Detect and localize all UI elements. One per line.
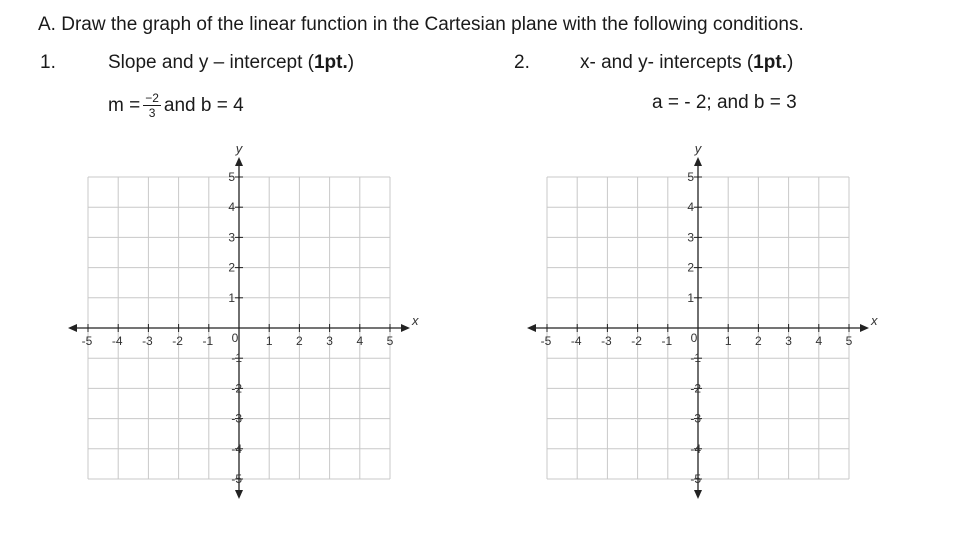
x-axis-label: x bbox=[412, 313, 419, 328]
x-tick-label: -3 bbox=[142, 334, 153, 348]
x-axis-arrow-right bbox=[860, 324, 869, 332]
y-axis-arrow-up bbox=[694, 157, 702, 166]
y-tick-label: 3 bbox=[687, 230, 694, 245]
problem-1-number: 1. bbox=[40, 52, 56, 73]
x-tick-label: 3 bbox=[326, 334, 333, 348]
y-tick-label: 3 bbox=[228, 230, 235, 245]
slope-label: m = bbox=[108, 94, 141, 116]
x-axis-label: x bbox=[871, 313, 878, 328]
problem-1-title-close: ) bbox=[347, 52, 355, 73]
x-tick-label: 5 bbox=[386, 334, 394, 348]
problem-1-points: 1pt. bbox=[313, 52, 348, 73]
y-axis-arrow-down bbox=[694, 490, 702, 499]
y-tick-label: 1 bbox=[687, 290, 694, 305]
plane-2 bbox=[527, 141, 878, 499]
y-tick-label: 1 bbox=[228, 290, 235, 305]
x-axis-arrow-left bbox=[68, 324, 77, 332]
y-tick-label: 5 bbox=[228, 170, 235, 184]
y-tick-label: -4 bbox=[231, 441, 242, 456]
y-tick-label: -1 bbox=[690, 351, 701, 366]
y-tick-label: -1 bbox=[231, 351, 242, 366]
intercept-label: and b = 4 bbox=[163, 94, 244, 116]
y-tick-label: 4 bbox=[228, 200, 235, 215]
problem-2-points: 1pt. bbox=[753, 52, 787, 73]
x-tick-label: 4 bbox=[815, 334, 823, 348]
slope-numerator: −2 bbox=[145, 91, 159, 105]
x-tick-label: -1 bbox=[202, 334, 214, 348]
y-tick-label: 2 bbox=[228, 260, 235, 275]
x-axis-arrow-left bbox=[527, 324, 536, 332]
origin-label: 0 bbox=[690, 331, 698, 345]
x-tick-label: 4 bbox=[356, 334, 364, 348]
x-tick-label: -5 bbox=[81, 334, 93, 348]
y-tick-label: -4 bbox=[690, 441, 701, 456]
problem-2-title-text: x- and y- intercepts ( bbox=[580, 52, 754, 73]
y-tick-label: -3 bbox=[231, 411, 242, 426]
x-tick-label: 1 bbox=[724, 334, 732, 348]
x-tick-label: 5 bbox=[845, 334, 853, 348]
x-tick-label: 2 bbox=[755, 334, 762, 348]
y-tick-label: -5 bbox=[231, 472, 242, 486]
y-tick-label: -2 bbox=[690, 381, 701, 396]
y-tick-label: 4 bbox=[687, 200, 694, 215]
x-tick-label: 1 bbox=[265, 334, 273, 348]
y-tick-label: -3 bbox=[690, 411, 701, 426]
x-tick-label: -3 bbox=[601, 334, 612, 348]
problem-2-title-close: ) bbox=[786, 52, 794, 73]
x-tick-label: -4 bbox=[111, 334, 123, 348]
y-axis-label: y bbox=[694, 141, 702, 156]
plane-1 bbox=[68, 141, 419, 499]
problem-1-title-text: Slope and y – intercept ( bbox=[108, 52, 314, 73]
x-tick-label: -2 bbox=[172, 334, 183, 348]
problem-2-number: 2. bbox=[514, 52, 530, 73]
x-tick-label: -4 bbox=[570, 334, 582, 348]
y-axis-arrow-up bbox=[235, 157, 243, 166]
x-tick-label: -5 bbox=[540, 334, 552, 348]
y-tick-label: -2 bbox=[231, 381, 242, 396]
y-axis-arrow-down bbox=[235, 490, 243, 499]
instruction-heading: A. Draw the graph of the linear function in the Cartesian plane with the following conditions. bbox=[38, 14, 804, 35]
slope-denominator: 3 bbox=[148, 106, 156, 120]
x-tick-label: 2 bbox=[296, 334, 303, 348]
x-tick-label: -2 bbox=[631, 334, 642, 348]
origin-label: 0 bbox=[231, 331, 239, 345]
problem-2-conditions: a = - 2; and b = 3 bbox=[652, 92, 797, 113]
y-tick-label: -5 bbox=[690, 472, 701, 486]
x-axis-arrow-right bbox=[401, 324, 410, 332]
y-axis-label: y bbox=[235, 141, 243, 156]
y-tick-label: 2 bbox=[687, 260, 694, 275]
x-tick-label: -1 bbox=[661, 334, 673, 348]
y-tick-label: 5 bbox=[687, 170, 694, 184]
x-tick-label: 3 bbox=[785, 334, 792, 348]
